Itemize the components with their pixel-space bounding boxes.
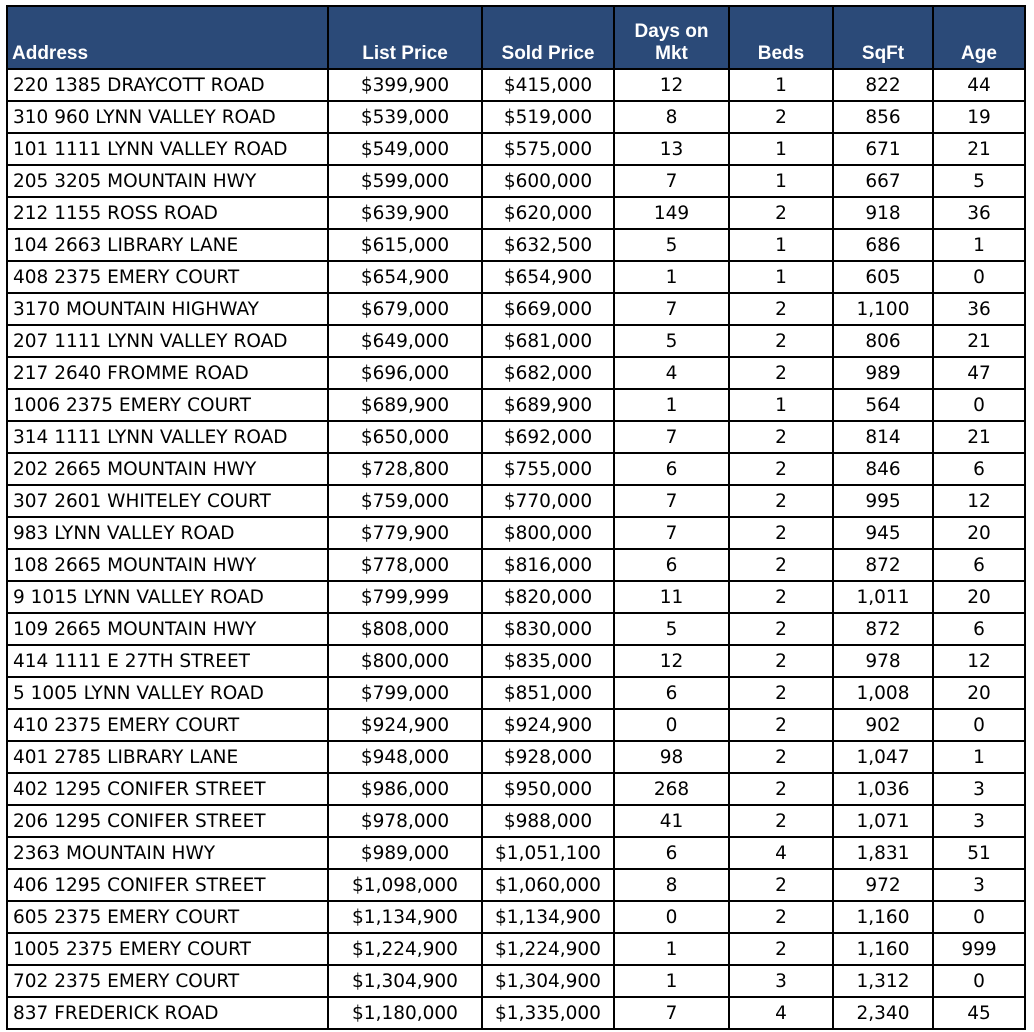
cell-address: 5 1005 LYNN VALLEY ROAD bbox=[7, 677, 328, 709]
cell-beds: 2 bbox=[729, 325, 833, 357]
cell-beds: 4 bbox=[729, 837, 833, 869]
cell-days-on-market: 7 bbox=[614, 421, 729, 453]
cell-list-price: $1,224,900 bbox=[328, 933, 482, 965]
cell-sold-price: $669,000 bbox=[482, 293, 614, 325]
cell-sold-price: $689,900 bbox=[482, 389, 614, 421]
table-row bbox=[7, 581, 1025, 613]
cell-sold-price: $682,000 bbox=[482, 357, 614, 389]
header-age: Age bbox=[933, 6, 1025, 69]
cell-age: 3 bbox=[933, 773, 1025, 805]
cell-age: 21 bbox=[933, 325, 1025, 357]
cell-age: 36 bbox=[933, 197, 1025, 229]
table-row bbox=[7, 165, 1025, 197]
cell-age: 20 bbox=[933, 581, 1025, 613]
cell-days-on-market: 0 bbox=[614, 901, 729, 933]
cell-sqft: 686 bbox=[833, 229, 933, 261]
table-row bbox=[7, 837, 1025, 869]
header-row bbox=[7, 6, 1025, 69]
cell-list-price: $808,000 bbox=[328, 613, 482, 645]
cell-list-price: $549,000 bbox=[328, 133, 482, 165]
table-row bbox=[7, 517, 1025, 549]
table-row bbox=[7, 229, 1025, 261]
cell-address: 837 FREDERICK ROAD bbox=[7, 997, 328, 1029]
header-address: Address bbox=[7, 6, 328, 69]
header-sold-price: Sold Price bbox=[482, 6, 614, 69]
cell-sold-price: $1,051,100 bbox=[482, 837, 614, 869]
cell-age: 0 bbox=[933, 709, 1025, 741]
cell-days-on-market: 11 bbox=[614, 581, 729, 613]
cell-sold-price: $1,224,900 bbox=[482, 933, 614, 965]
cell-beds: 2 bbox=[729, 101, 833, 133]
cell-address: 1006 2375 EMERY COURT bbox=[7, 389, 328, 421]
cell-days-on-market: 6 bbox=[614, 837, 729, 869]
cell-age: 0 bbox=[933, 965, 1025, 997]
cell-list-price: $799,000 bbox=[328, 677, 482, 709]
cell-address: 202 2665 MOUNTAIN HWY bbox=[7, 453, 328, 485]
cell-list-price: $1,098,000 bbox=[328, 869, 482, 901]
table-row bbox=[7, 389, 1025, 421]
cell-sqft: 1,160 bbox=[833, 901, 933, 933]
cell-days-on-market: 1 bbox=[614, 933, 729, 965]
table-row bbox=[7, 709, 1025, 741]
cell-age: 3 bbox=[933, 805, 1025, 837]
cell-address: 310 960 LYNN VALLEY ROAD bbox=[7, 101, 328, 133]
cell-age: 0 bbox=[933, 901, 1025, 933]
table-row bbox=[7, 421, 1025, 453]
cell-age: 5 bbox=[933, 165, 1025, 197]
cell-sqft: 872 bbox=[833, 549, 933, 581]
cell-beds: 2 bbox=[729, 517, 833, 549]
cell-list-price: $728,800 bbox=[328, 453, 482, 485]
cell-list-price: $399,900 bbox=[328, 69, 482, 101]
cell-beds: 2 bbox=[729, 901, 833, 933]
cell-address: 104 2663 LIBRARY LANE bbox=[7, 229, 328, 261]
table-row bbox=[7, 453, 1025, 485]
cell-beds: 2 bbox=[729, 453, 833, 485]
cell-list-price: $696,000 bbox=[328, 357, 482, 389]
table-row bbox=[7, 773, 1025, 805]
cell-beds: 1 bbox=[729, 165, 833, 197]
cell-days-on-market: 149 bbox=[614, 197, 729, 229]
cell-sold-price: $950,000 bbox=[482, 773, 614, 805]
cell-sold-price: $924,900 bbox=[482, 709, 614, 741]
cell-beds: 2 bbox=[729, 645, 833, 677]
cell-sold-price: $988,000 bbox=[482, 805, 614, 837]
cell-beds: 1 bbox=[729, 133, 833, 165]
cell-days-on-market: 1 bbox=[614, 389, 729, 421]
cell-address: 217 2640 FROMME ROAD bbox=[7, 357, 328, 389]
cell-days-on-market: 8 bbox=[614, 101, 729, 133]
cell-sqft: 1,071 bbox=[833, 805, 933, 837]
cell-age: 45 bbox=[933, 997, 1025, 1029]
cell-days-on-market: 6 bbox=[614, 453, 729, 485]
table-row bbox=[7, 613, 1025, 645]
cell-address: 402 1295 CONIFER STREET bbox=[7, 773, 328, 805]
table-row bbox=[7, 101, 1025, 133]
table-row bbox=[7, 997, 1025, 1029]
cell-sqft: 671 bbox=[833, 133, 933, 165]
cell-days-on-market: 7 bbox=[614, 485, 729, 517]
cell-days-on-market: 7 bbox=[614, 165, 729, 197]
cell-days-on-market: 5 bbox=[614, 325, 729, 357]
cell-sqft: 995 bbox=[833, 485, 933, 517]
cell-sold-price: $835,000 bbox=[482, 645, 614, 677]
cell-beds: 2 bbox=[729, 741, 833, 773]
cell-sold-price: $851,000 bbox=[482, 677, 614, 709]
cell-sold-price: $1,335,000 bbox=[482, 997, 614, 1029]
cell-beds: 1 bbox=[729, 261, 833, 293]
cell-sold-price: $755,000 bbox=[482, 453, 614, 485]
cell-days-on-market: 12 bbox=[614, 69, 729, 101]
cell-list-price: $800,000 bbox=[328, 645, 482, 677]
cell-days-on-market: 4 bbox=[614, 357, 729, 389]
cell-days-on-market: 13 bbox=[614, 133, 729, 165]
cell-list-price: $539,000 bbox=[328, 101, 482, 133]
cell-list-price: $639,900 bbox=[328, 197, 482, 229]
cell-age: 47 bbox=[933, 357, 1025, 389]
header-list-price: List Price bbox=[328, 6, 482, 69]
cell-age: 51 bbox=[933, 837, 1025, 869]
table-row bbox=[7, 133, 1025, 165]
header-beds: Beds bbox=[729, 6, 833, 69]
table-row bbox=[7, 549, 1025, 581]
cell-address: 307 2601 WHITELEY COURT bbox=[7, 485, 328, 517]
cell-age: 1 bbox=[933, 741, 1025, 773]
cell-sqft: 814 bbox=[833, 421, 933, 453]
cell-sqft: 872 bbox=[833, 613, 933, 645]
cell-beds: 2 bbox=[729, 773, 833, 805]
cell-sold-price: $1,304,900 bbox=[482, 965, 614, 997]
table-row bbox=[7, 805, 1025, 837]
cell-days-on-market: 7 bbox=[614, 517, 729, 549]
table-row bbox=[7, 741, 1025, 773]
table-row bbox=[7, 325, 1025, 357]
cell-list-price: $650,000 bbox=[328, 421, 482, 453]
cell-days-on-market: 12 bbox=[614, 645, 729, 677]
cell-address: 983 LYNN VALLEY ROAD bbox=[7, 517, 328, 549]
cell-beds: 2 bbox=[729, 613, 833, 645]
cell-list-price: $1,304,900 bbox=[328, 965, 482, 997]
cell-sqft: 989 bbox=[833, 357, 933, 389]
cell-address: 410 2375 EMERY COURT bbox=[7, 709, 328, 741]
header-days-on-market: Days on Mkt bbox=[614, 6, 729, 69]
cell-beds: 2 bbox=[729, 293, 833, 325]
cell-sold-price: $1,060,000 bbox=[482, 869, 614, 901]
cell-age: 0 bbox=[933, 389, 1025, 421]
cell-sold-price: $681,000 bbox=[482, 325, 614, 357]
cell-days-on-market: 1 bbox=[614, 965, 729, 997]
cell-sold-price: $600,000 bbox=[482, 165, 614, 197]
cell-address: 1005 2375 EMERY COURT bbox=[7, 933, 328, 965]
table-row bbox=[7, 485, 1025, 517]
cell-days-on-market: 6 bbox=[614, 549, 729, 581]
cell-address: 406 1295 CONIFER STREET bbox=[7, 869, 328, 901]
cell-sqft: 667 bbox=[833, 165, 933, 197]
cell-days-on-market: 5 bbox=[614, 229, 729, 261]
cell-age: 6 bbox=[933, 549, 1025, 581]
cell-sqft: 1,100 bbox=[833, 293, 933, 325]
cell-beds: 4 bbox=[729, 997, 833, 1029]
cell-beds: 2 bbox=[729, 933, 833, 965]
cell-list-price: $599,000 bbox=[328, 165, 482, 197]
table-row bbox=[7, 965, 1025, 997]
cell-address: 101 1111 LYNN VALLEY ROAD bbox=[7, 133, 328, 165]
cell-beds: 2 bbox=[729, 357, 833, 389]
cell-list-price: $679,000 bbox=[328, 293, 482, 325]
table-row bbox=[7, 293, 1025, 325]
cell-beds: 2 bbox=[729, 197, 833, 229]
table-row bbox=[7, 357, 1025, 389]
cell-age: 1 bbox=[933, 229, 1025, 261]
cell-sqft: 846 bbox=[833, 453, 933, 485]
cell-address: 314 1111 LYNN VALLEY ROAD bbox=[7, 421, 328, 453]
cell-address: 212 1155 ROSS ROAD bbox=[7, 197, 328, 229]
cell-sqft: 822 bbox=[833, 69, 933, 101]
cell-address: 3170 MOUNTAIN HIGHWAY bbox=[7, 293, 328, 325]
cell-days-on-market: 41 bbox=[614, 805, 729, 837]
cell-address: 605 2375 EMERY COURT bbox=[7, 901, 328, 933]
cell-sold-price: $575,000 bbox=[482, 133, 614, 165]
cell-days-on-market: 7 bbox=[614, 293, 729, 325]
cell-sqft: 1,036 bbox=[833, 773, 933, 805]
cell-address: 2363 MOUNTAIN HWY bbox=[7, 837, 328, 869]
cell-beds: 2 bbox=[729, 805, 833, 837]
cell-sqft: 1,831 bbox=[833, 837, 933, 869]
cell-age: 20 bbox=[933, 517, 1025, 549]
header-sqft: SqFt bbox=[833, 6, 933, 69]
cell-sqft: 1,008 bbox=[833, 677, 933, 709]
cell-beds: 2 bbox=[729, 549, 833, 581]
table-row bbox=[7, 933, 1025, 965]
listings-table bbox=[6, 5, 1026, 1030]
cell-age: 999 bbox=[933, 933, 1025, 965]
cell-age: 6 bbox=[933, 453, 1025, 485]
cell-list-price: $689,900 bbox=[328, 389, 482, 421]
cell-days-on-market: 8 bbox=[614, 869, 729, 901]
cell-list-price: $759,000 bbox=[328, 485, 482, 517]
cell-list-price: $649,000 bbox=[328, 325, 482, 357]
cell-sold-price: $816,000 bbox=[482, 549, 614, 581]
cell-address: 108 2665 MOUNTAIN HWY bbox=[7, 549, 328, 581]
cell-list-price: $978,000 bbox=[328, 805, 482, 837]
cell-days-on-market: 5 bbox=[614, 613, 729, 645]
cell-age: 19 bbox=[933, 101, 1025, 133]
cell-address: 205 3205 MOUNTAIN HWY bbox=[7, 165, 328, 197]
cell-beds: 2 bbox=[729, 677, 833, 709]
cell-age: 6 bbox=[933, 613, 1025, 645]
cell-list-price: $778,000 bbox=[328, 549, 482, 581]
cell-days-on-market: 7 bbox=[614, 997, 729, 1029]
cell-sold-price: $770,000 bbox=[482, 485, 614, 517]
cell-sold-price: $820,000 bbox=[482, 581, 614, 613]
cell-sold-price: $1,134,900 bbox=[482, 901, 614, 933]
cell-address: 408 2375 EMERY COURT bbox=[7, 261, 328, 293]
cell-days-on-market: 6 bbox=[614, 677, 729, 709]
table-row bbox=[7, 677, 1025, 709]
cell-list-price: $1,134,900 bbox=[328, 901, 482, 933]
cell-list-price: $1,180,000 bbox=[328, 997, 482, 1029]
cell-age: 3 bbox=[933, 869, 1025, 901]
cell-sqft: 945 bbox=[833, 517, 933, 549]
cell-days-on-market: 1 bbox=[614, 261, 729, 293]
cell-address: 702 2375 EMERY COURT bbox=[7, 965, 328, 997]
table-row bbox=[7, 69, 1025, 101]
cell-list-price: $615,000 bbox=[328, 229, 482, 261]
cell-days-on-market: 268 bbox=[614, 773, 729, 805]
cell-sold-price: $800,000 bbox=[482, 517, 614, 549]
cell-sqft: 1,011 bbox=[833, 581, 933, 613]
cell-list-price: $799,999 bbox=[328, 581, 482, 613]
cell-beds: 1 bbox=[729, 69, 833, 101]
cell-list-price: $989,000 bbox=[328, 837, 482, 869]
table-row bbox=[7, 901, 1025, 933]
table-row bbox=[7, 869, 1025, 901]
cell-days-on-market: 98 bbox=[614, 741, 729, 773]
cell-sqft: 605 bbox=[833, 261, 933, 293]
cell-sqft: 918 bbox=[833, 197, 933, 229]
cell-list-price: $986,000 bbox=[328, 773, 482, 805]
cell-beds: 2 bbox=[729, 485, 833, 517]
cell-days-on-market: 0 bbox=[614, 709, 729, 741]
cell-beds: 2 bbox=[729, 869, 833, 901]
table-row bbox=[7, 261, 1025, 293]
table-row bbox=[7, 645, 1025, 677]
cell-age: 36 bbox=[933, 293, 1025, 325]
cell-age: 20 bbox=[933, 677, 1025, 709]
cell-sold-price: $415,000 bbox=[482, 69, 614, 101]
cell-beds: 1 bbox=[729, 229, 833, 261]
cell-age: 21 bbox=[933, 421, 1025, 453]
cell-sold-price: $830,000 bbox=[482, 613, 614, 645]
cell-age: 0 bbox=[933, 261, 1025, 293]
cell-sold-price: $654,900 bbox=[482, 261, 614, 293]
cell-age: 21 bbox=[933, 133, 1025, 165]
cell-sqft: 856 bbox=[833, 101, 933, 133]
cell-beds: 3 bbox=[729, 965, 833, 997]
cell-list-price: $948,000 bbox=[328, 741, 482, 773]
cell-sqft: 978 bbox=[833, 645, 933, 677]
cell-sold-price: $519,000 bbox=[482, 101, 614, 133]
cell-sqft: 564 bbox=[833, 389, 933, 421]
cell-age: 12 bbox=[933, 645, 1025, 677]
cell-sqft: 1,047 bbox=[833, 741, 933, 773]
cell-address: 401 2785 LIBRARY LANE bbox=[7, 741, 328, 773]
cell-list-price: $779,900 bbox=[328, 517, 482, 549]
cell-address: 9 1015 LYNN VALLEY ROAD bbox=[7, 581, 328, 613]
cell-sqft: 1,160 bbox=[833, 933, 933, 965]
cell-sqft: 806 bbox=[833, 325, 933, 357]
cell-list-price: $654,900 bbox=[328, 261, 482, 293]
cell-address: 109 2665 MOUNTAIN HWY bbox=[7, 613, 328, 645]
cell-beds: 2 bbox=[729, 581, 833, 613]
cell-beds: 2 bbox=[729, 709, 833, 741]
cell-sold-price: $928,000 bbox=[482, 741, 614, 773]
cell-sqft: 1,312 bbox=[833, 965, 933, 997]
cell-sold-price: $692,000 bbox=[482, 421, 614, 453]
cell-sold-price: $620,000 bbox=[482, 197, 614, 229]
cell-sqft: 2,340 bbox=[833, 997, 933, 1029]
cell-address: 220 1385 DRAYCOTT ROAD bbox=[7, 69, 328, 101]
cell-beds: 1 bbox=[729, 389, 833, 421]
table-row bbox=[7, 197, 1025, 229]
cell-sqft: 902 bbox=[833, 709, 933, 741]
cell-list-price: $924,900 bbox=[328, 709, 482, 741]
cell-age: 44 bbox=[933, 69, 1025, 101]
cell-address: 414 1111 E 27TH STREET bbox=[7, 645, 328, 677]
cell-sqft: 972 bbox=[833, 869, 933, 901]
cell-address: 206 1295 CONIFER STREET bbox=[7, 805, 328, 837]
cell-sold-price: $632,500 bbox=[482, 229, 614, 261]
cell-address: 207 1111 LYNN VALLEY ROAD bbox=[7, 325, 328, 357]
cell-age: 12 bbox=[933, 485, 1025, 517]
cell-beds: 2 bbox=[729, 421, 833, 453]
